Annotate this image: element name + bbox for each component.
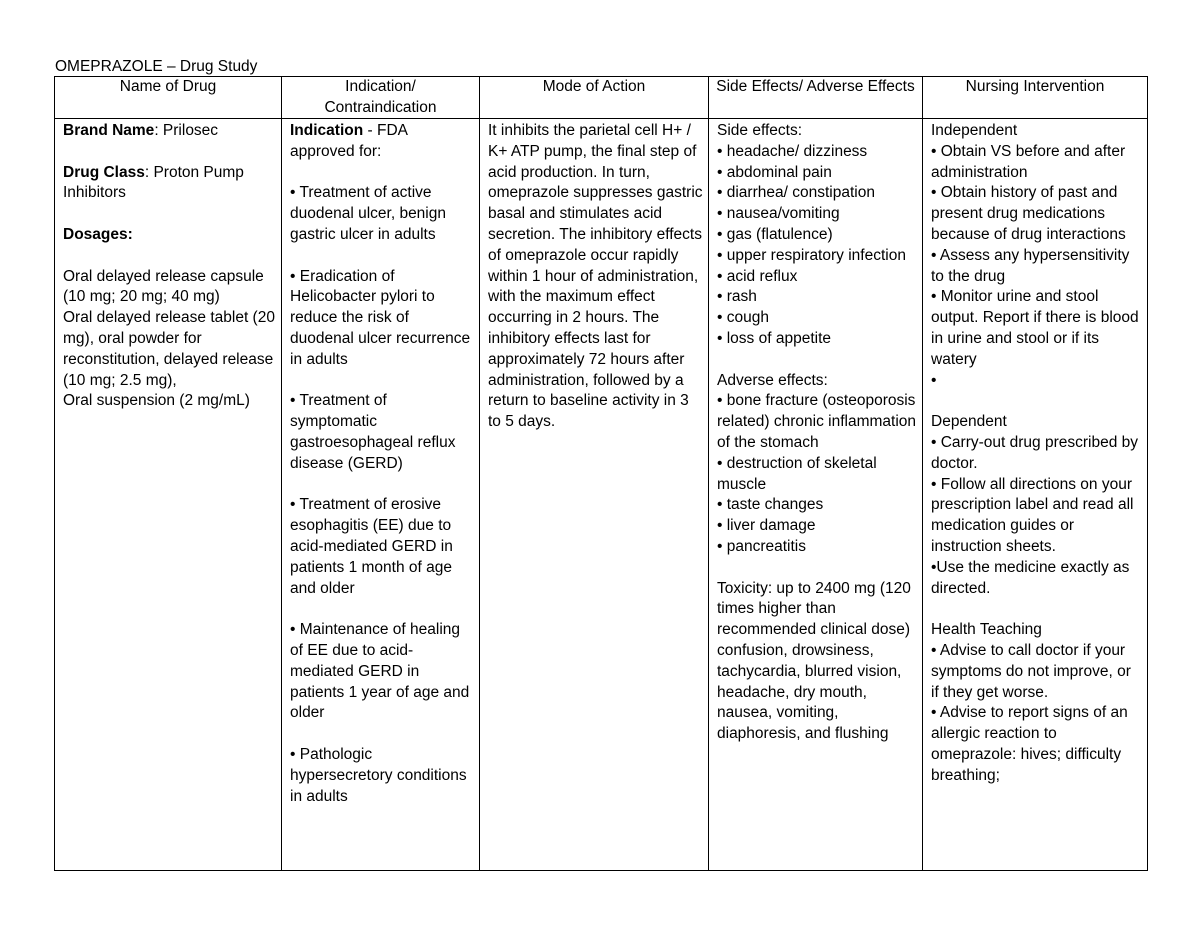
dependent-heading: Dependent: [931, 413, 1007, 431]
independent-item: • Obtain VS before and after administration: [931, 142, 1130, 181]
indication-item: • Treatment of symptomatic gastroesophageal reflux disease (GERD): [290, 392, 460, 472]
indication-item: • Treatment of erosive esophagitis (EE) due to acid-mediated GERD in patients 1 month of age and older: [290, 496, 458, 597]
dependent-item: • Carry-out drug prescribed by doctor.: [931, 433, 1143, 472]
brand-name-value: : Prilosec: [154, 122, 219, 139]
header-row: [55, 77, 1148, 119]
cell-indication: [282, 119, 480, 871]
independent-item: • Obtain history of past and present drug medications because of drug interactions: [931, 184, 1126, 243]
health-teaching-item: • Advise to report signs of an allergic reaction to omeprazole: hives; difficulty breathing;: [931, 704, 1133, 784]
independent-item: • Assess any hypersensitivity to the drug: [931, 246, 1134, 285]
toxicity-symptoms: confusion, drowsiness, tachycardia, blurred vision, headache, dry mouth, nausea, vomiting, diaphoresis, and flushing: [717, 641, 906, 743]
side-effect-item: • diarrhea/ constipation: [717, 184, 875, 202]
side-effect-item: • cough: [717, 309, 769, 327]
indication-item: • Treatment of active duodenal ulcer, benign gastric ulcer in adults: [290, 184, 451, 243]
adverse-effect-item: • liver damage: [717, 517, 816, 535]
indication-label: Indication: [290, 122, 364, 139]
dosage-suspension: Oral suspension (2 mg/mL): [63, 392, 250, 410]
adverse-effects-heading: Adverse effects:: [717, 371, 828, 389]
column-header-name-of-drug: Name of Drug: [55, 77, 282, 119]
drug-class-label: Drug Class: [63, 163, 145, 181]
indication-item: • Pathologic hypersecretory conditions in adults: [290, 745, 471, 805]
column-header-side-effects: Side Effects/ Adverse Effects: [709, 77, 923, 119]
independent-heading: Independent: [931, 122, 1018, 139]
table-row: [55, 119, 1148, 871]
brand-name: [63, 121, 276, 142]
column-header-nursing-intervention: Nursing Intervention: [923, 77, 1148, 119]
side-effect-item: • rash: [717, 288, 757, 306]
side-effect-item: • acid reflux: [717, 267, 798, 285]
dosage-tablet: Oral delayed release tablet (20 mg), oral powder for reconstitution, delayed release (10 mg; 2.5 mg),: [63, 309, 280, 389]
dosage-capsule: Oral delayed release capsule (10 mg; 20 mg; 40 mg): [63, 267, 269, 306]
adverse-effect-item: • bone fracture (osteoporosis related) chronic inflammation of the stomach: [717, 392, 921, 451]
drug-class: [63, 163, 276, 205]
brand-name-label: Brand Name: [63, 122, 155, 139]
independent-item: • Monitor urine and stool output. Report if there is blood in urine and stool or if its watery: [931, 288, 1143, 368]
column-header-indication: Indication/ Contraindication: [282, 77, 480, 119]
side-effects-heading: Side effects:: [717, 122, 803, 139]
adverse-effect-item: • taste changes: [717, 496, 824, 514]
side-effect-item: • upper respiratory infection: [717, 246, 906, 264]
column-header-mode-of-action: Mode of Action: [480, 77, 709, 119]
cell-side-effects: [709, 119, 923, 871]
health-teaching-heading: Health Teaching: [931, 621, 1042, 639]
indication-intro-text: - FDA approved for:: [290, 122, 412, 160]
drug-class-value: : Proton Pump Inhibitors: [63, 163, 249, 202]
page-title: OMEPRAZOLE – Drug Study: [55, 58, 258, 75]
side-effect-item: • headache/ dizziness: [717, 142, 868, 160]
health-teaching-item: • Advise to call doctor if your symptoms do not improve, or if they get worse.: [931, 641, 1136, 701]
drug-study-table: [54, 76, 1148, 871]
adverse-effect-item: • pancreatitis: [717, 537, 806, 555]
side-effect-item: • nausea/vomiting: [717, 205, 840, 223]
side-effect-item: • loss of appetite: [717, 329, 831, 347]
independent-item: •: [931, 371, 937, 389]
dependent-item: •Use the medicine exactly as directed.: [931, 558, 1134, 597]
dosages-label: Dosages:: [63, 225, 133, 243]
adverse-effect-item: • destruction of skeletal muscle: [717, 454, 881, 493]
side-effect-item: • abdominal pain: [717, 163, 832, 181]
cell-name-of-drug: [55, 119, 282, 871]
dependent-item: • Follow all directions on your prescription label and read all medication guides or instruction sheets.: [931, 475, 1138, 555]
indication-item: • Eradication of Helicobacter pylori to reduce the risk of duodenal ulcer recurrence in adults: [290, 267, 475, 368]
toxicity-text: Toxicity: up to 2400 mg (120 times higher than recommended clinical dose): [717, 579, 916, 639]
cell-mode-of-action: [480, 119, 709, 871]
indication-item: • Maintenance of healing of EE due to acid-mediated GERD in patients 1 year of age and older: [290, 621, 474, 722]
cell-nursing-intervention: [923, 119, 1148, 871]
indication-intro: [290, 121, 474, 163]
side-effect-item: • gas (flatulence): [717, 225, 833, 243]
mode-of-action-text: It inhibits the parietal cell H+ / K+ ATP pump, the final step of acid production. In turn, omeprazole suppresses gastric basal and stimulates acid secretion. The inhibitory effects of omeprazole occur rapidly within 1 hour of administration, with the maximum effect occurring in 2 hours. The inhibitory effects last for approximately 72 hours after administration, followed by a return to baseline activity in 3 to 5 days.: [488, 122, 707, 431]
